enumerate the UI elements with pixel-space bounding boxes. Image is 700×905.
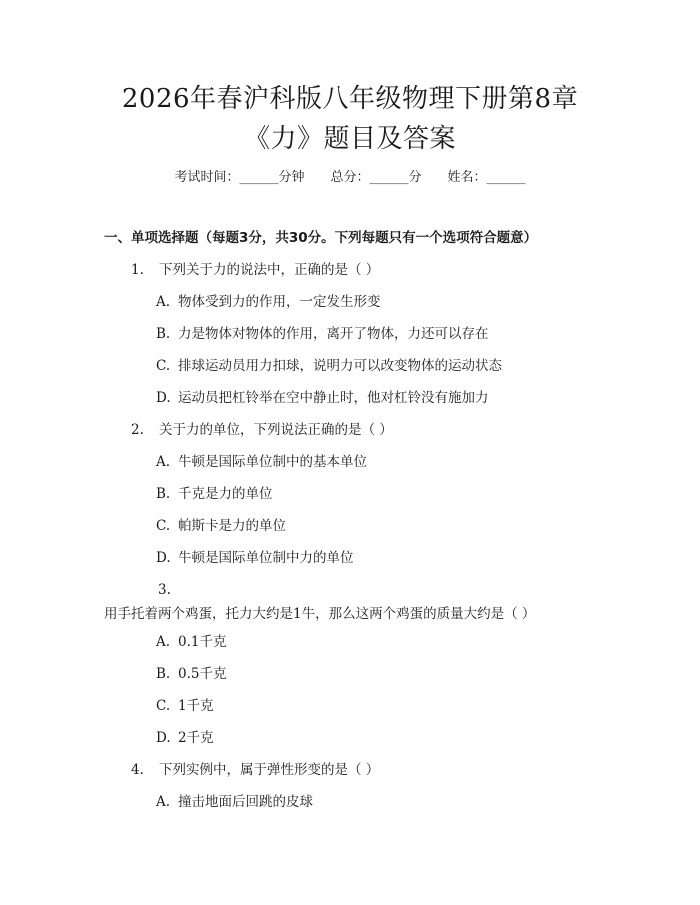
question-1-option-c <box>156 356 502 376</box>
question-number: 2. <box>131 422 144 438</box>
option-text: 2千克 <box>178 730 214 746</box>
option-letter: A. <box>156 294 171 310</box>
question-number: 3. <box>158 582 171 598</box>
option-text: 牛顿是国际单位制中力的单位 <box>178 550 354 566</box>
option-letter: C. <box>156 518 171 534</box>
option-letter: D. <box>156 390 171 406</box>
option-text: 千克是力的单位 <box>178 486 273 502</box>
question-3-option-b <box>156 664 226 684</box>
question-text: 下列关于力的说法中，正确的是（ ） <box>159 262 380 278</box>
option-letter: B. <box>156 486 171 502</box>
exam-info-row <box>0 168 700 188</box>
option-text: 1千克 <box>178 698 214 714</box>
option-letter: C. <box>156 358 171 374</box>
question-3-option-c <box>156 696 214 716</box>
question-text: 下列实例中，属于弹性形变的是（ ） <box>159 762 380 778</box>
question-1 <box>131 260 591 280</box>
option-text: 0.1千克 <box>178 634 227 650</box>
question-1-option-d <box>156 388 489 408</box>
option-letter: C. <box>156 698 171 714</box>
question-2-option-c <box>156 516 286 536</box>
option-letter: A. <box>156 794 171 810</box>
question-3 <box>104 578 584 626</box>
option-letter: B. <box>156 326 171 342</box>
question-1-option-b <box>156 324 489 344</box>
option-text: 力是物体对物体的作用，离开了物体，力还可以存在 <box>178 326 489 342</box>
question-2-option-d <box>156 548 354 568</box>
question-3-option-d <box>156 728 214 748</box>
option-letter: B. <box>156 666 171 682</box>
option-text: 牛顿是国际单位制中的基本单位 <box>178 454 367 470</box>
question-4 <box>131 760 591 780</box>
exam-time-field: 考试时间：______分钟 <box>174 170 305 185</box>
document-title-line2: 《力》题目及答案 <box>243 124 456 154</box>
option-letter: D. <box>156 730 171 746</box>
option-letter: A. <box>156 454 171 470</box>
total-score-field: 总分：______分 <box>330 170 422 185</box>
question-number: 4. <box>131 762 144 778</box>
option-letter: A. <box>156 634 171 650</box>
question-text: 用手托着两个鸡蛋，托力大约是1牛，那么这两个鸡蛋的质量大约是（ ） <box>104 606 536 622</box>
name-field: 姓名：______ <box>447 170 526 185</box>
question-2 <box>131 420 591 440</box>
option-text: 物体受到力的作用，一定发生形变 <box>178 294 381 310</box>
question-2-option-b <box>156 484 273 504</box>
option-text: 帕斯卡是力的单位 <box>178 518 286 534</box>
question-2-option-a <box>156 452 367 472</box>
question-number: 1. <box>131 262 144 278</box>
question-4-option-a <box>156 792 313 812</box>
section-title: 一、单项选择题（每题3分，共30分。下列每题只有一个选项符合题意） <box>104 230 538 246</box>
option-text: 0.5千克 <box>178 666 227 682</box>
option-letter: D. <box>156 550 171 566</box>
question-text: 关于力的单位，下列说法正确的是（ ） <box>159 422 393 438</box>
question-1-option-a <box>156 292 381 312</box>
option-text: 撞击地面后回跳的皮球 <box>178 794 313 810</box>
option-text: 运动员把杠铃举在空中静止时，他对杠铃没有施加力 <box>178 390 489 406</box>
document-title-line1: 2026年春沪科版八年级物理下册第8章 <box>121 84 579 114</box>
question-3-option-a <box>156 632 226 652</box>
option-text: 排球运动员用力扣球，说明力可以改变物体的运动状态 <box>178 358 502 374</box>
